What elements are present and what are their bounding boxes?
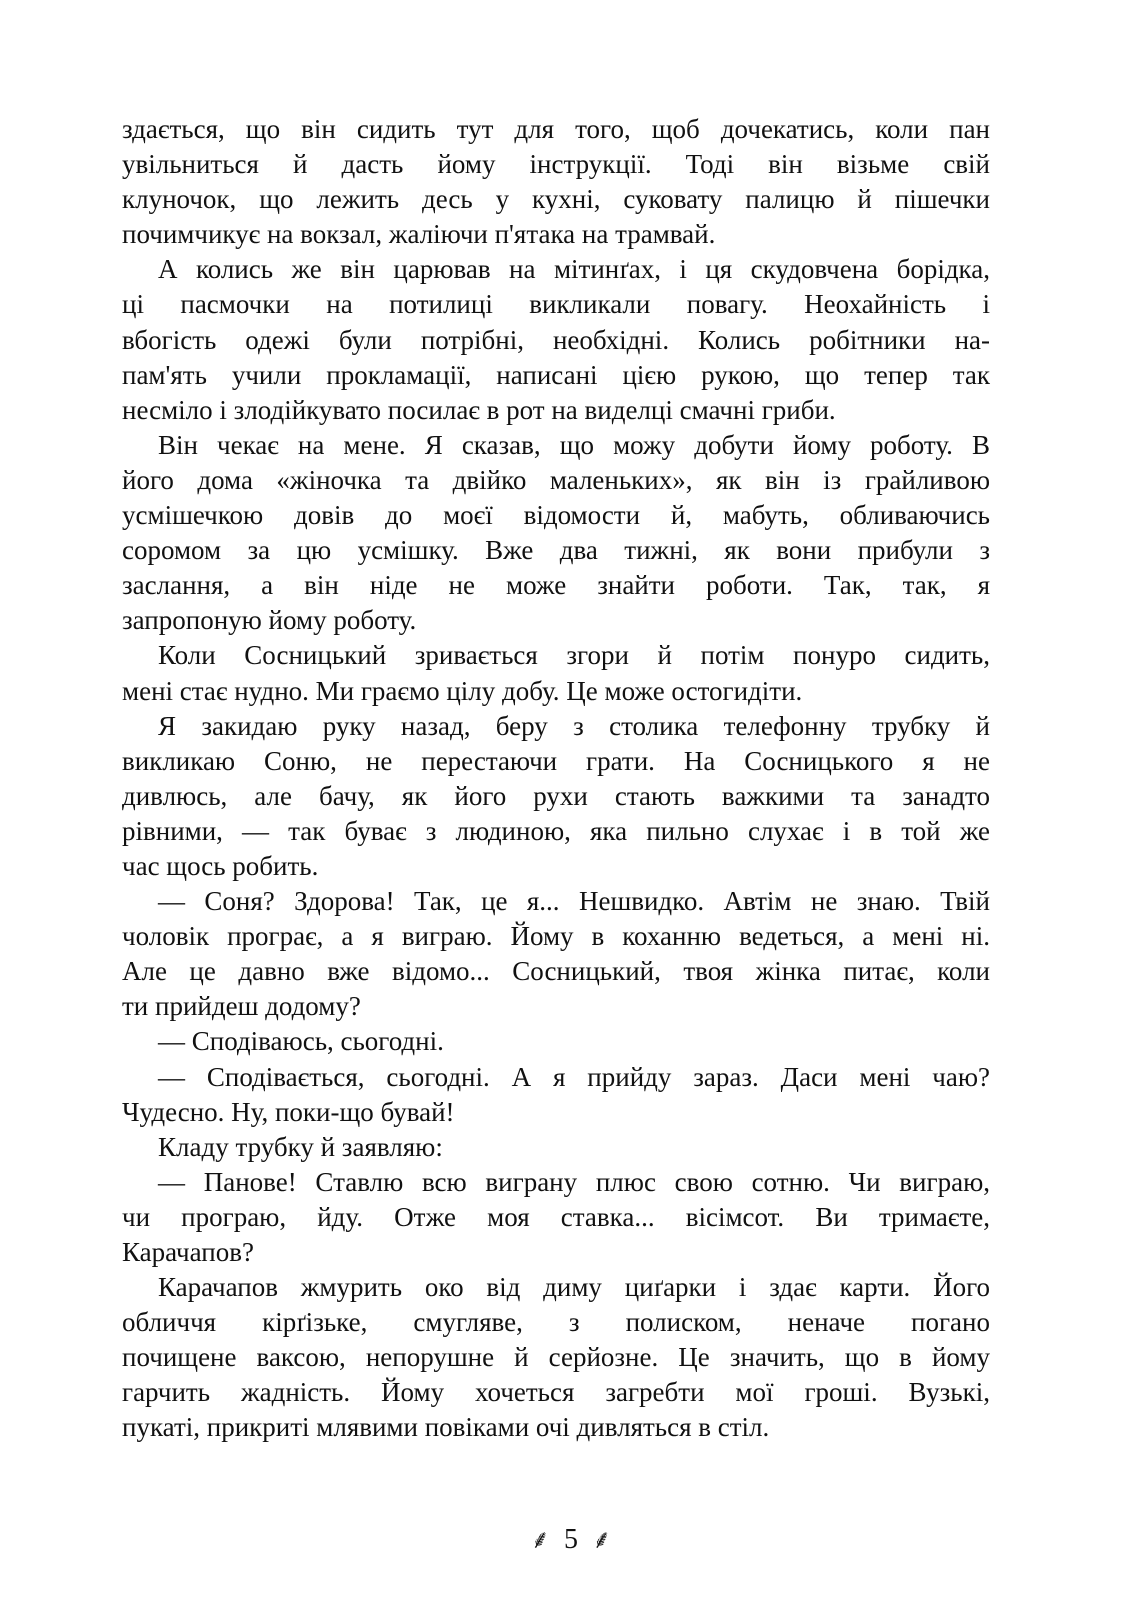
text-line: — Соня? Здорова! Так, це я... Нешвидко. Автім не знаю. Твій <box>158 886 990 917</box>
text-line: пам'ять учили прокламації, написані цією рукою, що тепер так <box>122 359 990 390</box>
text-line: гарчить жадність. Йому хочеться загребти мої гроші. Вузькі, <box>122 1377 990 1408</box>
paragraph <box>122 638 990 708</box>
paragraph <box>122 1060 990 1130</box>
text-line: його дома «жіночка та двійко маленьких», як він із грайливою <box>122 464 990 495</box>
text-line: клуночок, що лежить десь у кухні, суковату палицю й пішечки <box>122 184 990 215</box>
text-line: вбогість одежі були потрібні, необхідні. Колись робітники на- <box>122 324 990 355</box>
text-line: заслання, а він ніде не може знайти роботи. Так, так, я <box>122 570 990 601</box>
text-line: А колись же він царював на мітинґах, і ця скудовчена борідка, <box>158 254 990 285</box>
paragraph <box>122 252 990 427</box>
text-line: несміло і злодійкувато посилає в рот на виделці смачні гриби. <box>122 394 836 425</box>
text-line: дивлюсь, але бачу, як його рухи стають важкими та занадто <box>122 780 990 811</box>
text-line: викликаю Соню, не перестаючи грати. На Сосницького я не <box>122 745 990 776</box>
text-line: чи програю, йду. Отже моя ставка... вісімсот. Ви тримаєте, <box>122 1201 990 1232</box>
text-line: рівними, — так буває з людиною, яка пильно слухає і в той же <box>122 815 990 846</box>
text-line: ти прийдеш додому? <box>122 991 361 1022</box>
text-line: соромом за цю усмішку. Вже два тижні, як вони прибули з <box>122 535 990 566</box>
page-number: 5 <box>564 1524 578 1555</box>
paragraph <box>122 1024 990 1059</box>
text-line: пукаті, прикриті млявими повіками очі дивляться в стіл. <box>122 1412 770 1443</box>
paragraph <box>122 1270 990 1445</box>
text-line: — Сподівається, сьогодні. А я прийду зараз. Даси мені чаю? <box>158 1061 990 1092</box>
text-line: увільниться й дасть йому інструкції. Тоді він візьме свій <box>122 149 990 180</box>
document-body <box>122 112 990 1446</box>
text-line: почищене ваксою, непорушне й серйозне. Це значить, що в йому <box>122 1342 990 1373</box>
text-line: Коли Сосницький зривається згори й потім понуро сидить, <box>158 640 990 671</box>
text-line: Карачапов? <box>122 1237 254 1267</box>
text-line: Карачапов жмурить око від диму циґарки і здає карти. Його <box>158 1272 990 1303</box>
text-line: Кладу трубку й заявляю: <box>158 1131 443 1162</box>
text-line: усмішечкою довів до моєї відомости й, мабуть, обливаючись <box>122 500 990 531</box>
text-line: здається, що він сидить тут для того, щоб дочекатись, коли пан <box>122 114 990 144</box>
text-line: обличчя кірґізьке, смугляве, з полиском, неначе погано <box>122 1307 990 1338</box>
paragraph <box>122 1130 990 1165</box>
text-line: Але це давно вже відомо... Сосницький, твоя жінка питає, коли <box>122 956 990 987</box>
text-line: час щось робить. <box>122 850 319 881</box>
paragraph <box>122 428 990 639</box>
text-line: — Панове! Ставлю всю виграну плюс свою сотню. Чи виграю, <box>158 1166 990 1197</box>
text-line: — Сподіваюсь, сьогодні. <box>158 1026 444 1057</box>
text-line: Він чекає на мене. Я сказав, що можу добути йому роботу. В <box>158 429 990 460</box>
text-line: чоловік програє, а я виграю. Йому в коханню ведеться, а мені ні. <box>122 921 990 952</box>
paragraph <box>122 884 990 1024</box>
page-footer <box>0 1520 1142 1556</box>
paragraph <box>122 709 990 884</box>
ornament-left-icon: ⸙ <box>530 1525 550 1554</box>
paragraph <box>122 1165 990 1270</box>
ornament-right-icon: ⸙ <box>592 1525 612 1554</box>
text-line: мені стає нудно. Ми граємо цілу добу. Це може остогидіти. <box>122 675 803 706</box>
paragraph <box>122 112 990 252</box>
text-line: ці пасмочки на потилиці викликали повагу. Неохайність і <box>122 289 990 320</box>
text-line: Чудесно. Ну, поки-що бувай! <box>122 1096 455 1127</box>
text-line: почимчикує на вокзал, жаліючи п'ятака на трамвай. <box>122 219 716 250</box>
text-line: запропоную йому роботу. <box>122 605 417 636</box>
text-line: Я закидаю руку назад, беру з столика телефонну трубку й <box>158 710 990 741</box>
